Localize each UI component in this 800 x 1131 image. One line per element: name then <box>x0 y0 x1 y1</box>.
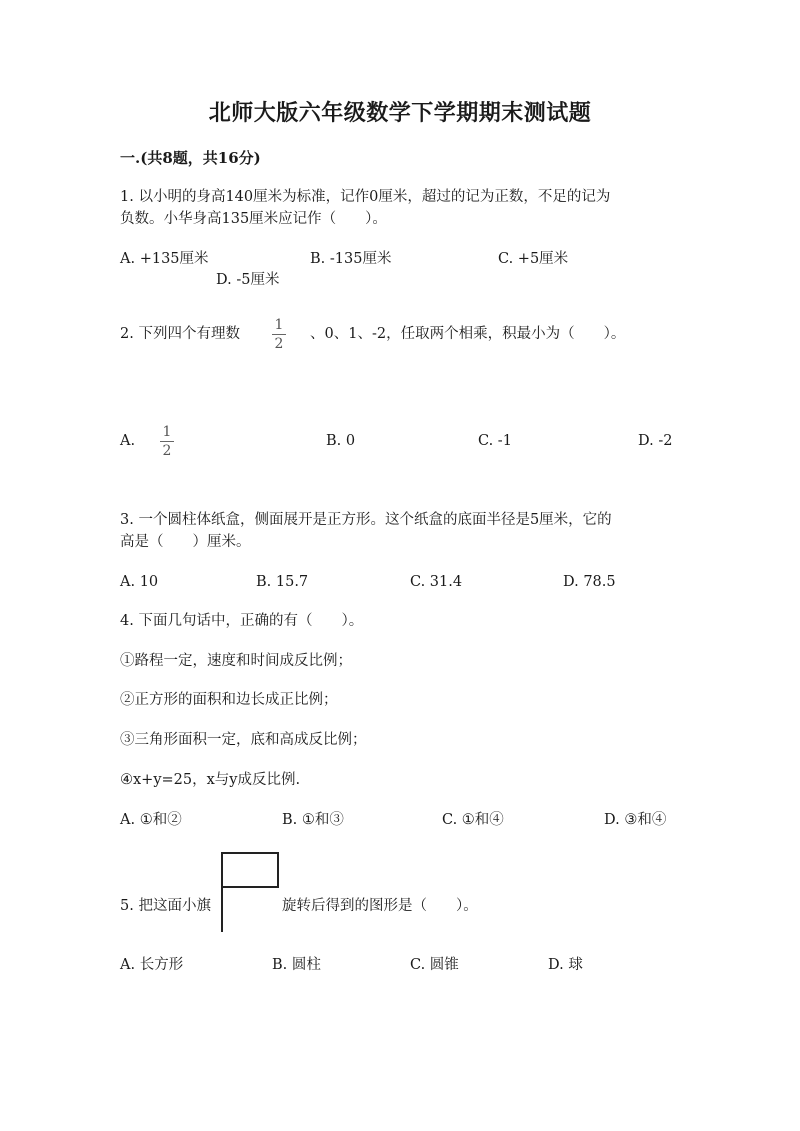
flag-figure <box>220 852 282 934</box>
fraction-numerator: 1 <box>274 317 284 333</box>
q1-option-d: D. -5厘米 <box>216 272 280 288</box>
q3-option-a: A. 10 <box>120 574 159 590</box>
q2-stem-after: 、0、1、-2，任取两个相乘，积最小为（ ）。 <box>310 326 626 342</box>
q1-option-b: B. -135厘米 <box>310 251 392 267</box>
q1-option-c: C. +5厘米 <box>498 251 569 267</box>
q5-option-a: A. 长方形 <box>120 957 184 973</box>
page-title: 北师大版六年级数学下学期期末测试题 <box>208 100 592 126</box>
q5-stem-after: 旋转后得到的图形是（ ）。 <box>282 898 478 914</box>
q2-option-b: B. 0 <box>326 433 356 449</box>
fraction-denominator: 2 <box>274 336 284 352</box>
q4-option-a: A. ①和② <box>120 812 182 828</box>
q2-option-a-fraction <box>160 424 174 459</box>
q4-option-b: B. ①和③ <box>282 812 344 828</box>
q3-option-c: C. 31.4 <box>410 574 463 590</box>
q4-stem: 4. 下面几句话中，正确的有（ ）。 <box>120 613 364 629</box>
q4-statement-2: ②正方形的面积和边长成正比例； <box>120 692 338 708</box>
q2-option-c: C. -1 <box>478 433 512 449</box>
q4-statement-4: ④x+y=25，x与y成反比例. <box>120 772 301 788</box>
fraction-denominator: 2 <box>162 443 172 459</box>
fraction-numerator: 1 <box>162 424 172 440</box>
q1-stem-line2: 负数。小华身高135厘米应记作（ ）。 <box>120 211 387 227</box>
q2-option-d: D. -2 <box>638 433 673 449</box>
q2-fraction <box>272 317 286 352</box>
q3-stem-line1: 3. 一个圆柱体纸盒，侧面展开是正方形。这个纸盒的底面半径是5厘米，它的 <box>120 512 612 528</box>
fraction-bar <box>272 334 286 335</box>
q4-option-c: C. ①和④ <box>442 812 504 828</box>
q2-option-a-label: A. <box>120 433 136 449</box>
q5-option-b: B. 圆柱 <box>272 957 321 973</box>
q5-stem-before: 5. 把这面小旗 <box>120 898 211 914</box>
q5-option-d: D. 球 <box>548 957 583 973</box>
q4-statement-1: ①路程一定，速度和时间成反比例； <box>120 653 352 669</box>
q2-stem-before: 2. 下列四个有理数 <box>120 326 240 342</box>
flag-rectangle <box>222 853 278 887</box>
q5-option-c: C. 圆锥 <box>410 957 459 973</box>
q4-option-d: D. ③和④ <box>604 812 667 828</box>
q1-option-a: A. +135厘米 <box>120 251 209 267</box>
q3-option-b: B. 15.7 <box>256 574 309 590</box>
section-heading: 一.(共8题，共16分) <box>120 149 261 167</box>
fraction-bar <box>160 441 174 442</box>
q1-stem-line1: 1. 以小明的身高140厘米为标准，记作0厘米，超过的记为正数，不足的记为 <box>120 189 611 205</box>
q3-stem-line2: 高是（ ）厘米。 <box>120 534 251 550</box>
q4-statement-3: ③三角形面积一定，底和高成反比例； <box>120 732 367 748</box>
q3-option-d: D. 78.5 <box>563 574 616 590</box>
